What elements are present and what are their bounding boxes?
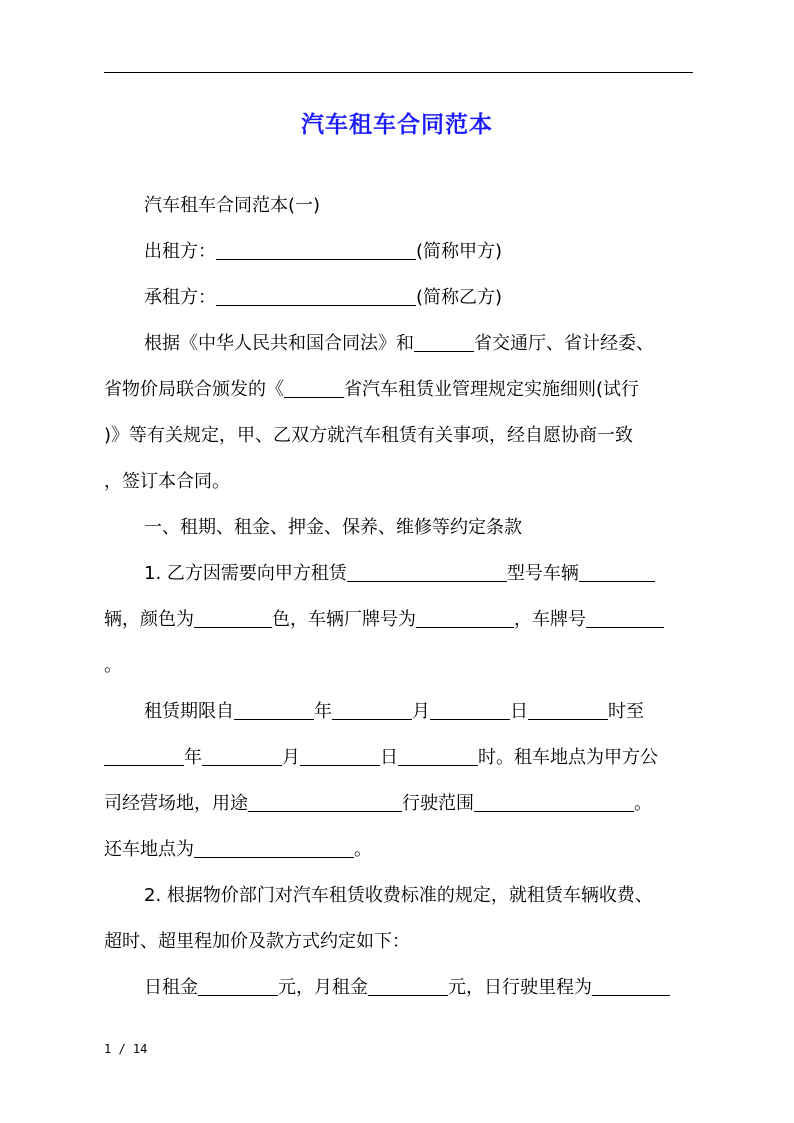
- text-span: 1. 乙方因需要向甲方租赁: [144, 563, 347, 584]
- lessor-label: 出租方：: [144, 241, 216, 262]
- lessor-suffix: (简称甲方): [416, 241, 503, 262]
- text-span: 省汽车租赁业管理规定实施细则(试行: [344, 379, 640, 400]
- text-span: 。: [354, 839, 372, 860]
- lessor-blank: [216, 241, 416, 260]
- lessee-suffix: (简称乙方): [416, 287, 503, 308]
- text-span: 元，日行驶里程为: [448, 977, 592, 998]
- monthly-rent-blank: [368, 977, 448, 996]
- clause-line: [104, 562, 694, 586]
- color-blank: [194, 609, 272, 628]
- date-blank: [430, 701, 510, 720]
- text-span: 时至: [608, 701, 644, 722]
- text-span: 省物价局联合颁发的《: [104, 379, 284, 400]
- purpose-blank: [248, 793, 402, 812]
- text-span: 色，车辆厂牌号为: [272, 609, 416, 630]
- text-span: 日: [510, 701, 528, 722]
- header-rule: [104, 72, 693, 73]
- lessor-line: [104, 240, 694, 264]
- date-blank: [234, 701, 314, 720]
- quantity-blank: [579, 563, 655, 582]
- lessee-line: [104, 286, 694, 310]
- term-line: [104, 746, 694, 770]
- date-blank: [202, 747, 282, 766]
- paragraph-line: )》等有关规定，甲、乙双方就汽车租赁有关事项，经自愿协商一致: [104, 425, 634, 446]
- text-span: 月: [282, 747, 300, 768]
- return-place-blank: [194, 839, 354, 858]
- text-span: 根据《中华人民共和国合同法》和: [144, 333, 414, 354]
- province-blank: [284, 379, 344, 398]
- paragraph-line: [104, 332, 694, 356]
- term-line: [104, 700, 694, 724]
- term-line: [104, 838, 694, 862]
- text-span: 司经营场地，用途: [104, 793, 248, 814]
- plate-blank: [586, 609, 664, 628]
- text-span: 年: [314, 701, 332, 722]
- text-span: 辆，颜色为: [104, 609, 194, 630]
- lessee-blank: [216, 287, 416, 306]
- brand-blank: [416, 609, 514, 628]
- date-blank: [332, 701, 412, 720]
- text-span: 元，月租金: [278, 977, 368, 998]
- text-span: 时。租车地点为甲方公: [478, 747, 658, 768]
- text-span: 型号车辆: [506, 563, 579, 584]
- clause-line: 超时、超里程加价及款方式约定如下：: [104, 931, 410, 952]
- range-blank: [474, 793, 634, 812]
- paragraph-line: [104, 378, 694, 402]
- text-span: 租赁期限自: [144, 701, 234, 722]
- document-title: 汽车租车合同范本: [301, 112, 493, 138]
- date-blank: [104, 747, 184, 766]
- clause-line: 。: [104, 655, 122, 676]
- rent-line: [104, 976, 694, 1000]
- date-blank: [398, 747, 478, 766]
- text-span: 省交通厅、省计经委、: [474, 333, 654, 354]
- paragraph-line: ，签订本合同。: [104, 471, 230, 492]
- section-heading: 一、租期、租金、押金、保养、维修等约定条款: [144, 517, 522, 538]
- term-line: [104, 792, 694, 816]
- clause-line: 2. 根据物价部门对汽车租赁收费标准的规定，就租赁车辆收费、: [144, 885, 653, 906]
- text-span: ，车牌号: [514, 609, 586, 630]
- date-blank: [300, 747, 380, 766]
- model-blank: [347, 563, 507, 582]
- page-number: 1 / 14: [104, 1042, 148, 1056]
- text-span: 月: [412, 701, 430, 722]
- text-span: 。: [634, 793, 652, 814]
- text-span: 年: [184, 747, 202, 768]
- daily-rent-blank: [198, 977, 278, 996]
- text-span: 日: [380, 747, 398, 768]
- clause-line: [104, 608, 694, 632]
- lessee-label: 承租方：: [144, 287, 216, 308]
- date-blank: [528, 701, 608, 720]
- text-span: 日租金: [144, 977, 198, 998]
- text-span: 行驶范围: [402, 793, 474, 814]
- text-span: 还车地点为: [104, 839, 194, 860]
- mileage-blank: [592, 977, 670, 996]
- contract-subtitle: 汽车租车合同范本(一): [144, 195, 321, 216]
- province-blank: [414, 333, 474, 352]
